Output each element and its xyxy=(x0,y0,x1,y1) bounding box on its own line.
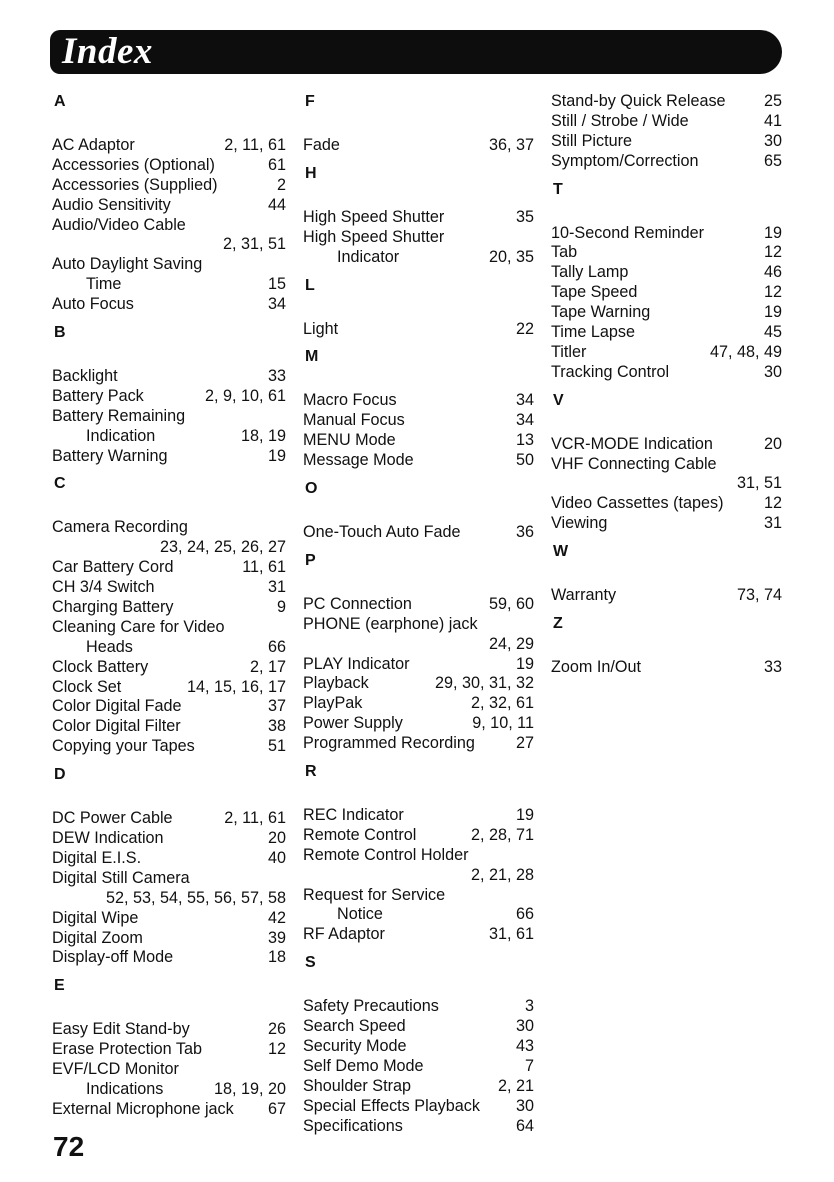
entry-pages: 42 xyxy=(267,908,286,927)
index-entry xyxy=(303,248,534,268)
index-entry xyxy=(303,451,534,471)
entry-pages: 44 xyxy=(267,195,286,214)
section-letter: Z xyxy=(553,615,563,633)
entry-pages: 25 xyxy=(763,92,782,110)
entry-pages: 19 xyxy=(515,806,534,825)
entry-pages: 34 xyxy=(515,411,534,430)
index-entry xyxy=(551,132,782,152)
entry-term: Battery Warning xyxy=(52,446,168,465)
index-entry xyxy=(52,638,286,658)
entry-term: Warranty xyxy=(551,586,617,605)
entry-pages: 31, 61 xyxy=(488,925,534,944)
entry-pages: 15 xyxy=(267,275,286,294)
entry-pages: 12 xyxy=(763,243,782,262)
section-letter: R xyxy=(305,763,317,781)
entry-pages: 47, 48, 49 xyxy=(709,342,782,361)
entry-pages: 45 xyxy=(763,323,782,342)
entry-pages: 26 xyxy=(267,1020,286,1039)
entry-term: Tape Warning xyxy=(551,303,651,322)
entry-term: DEW Indication xyxy=(52,829,164,848)
entry-pages: 7 xyxy=(524,1056,534,1075)
index-section xyxy=(303,953,534,1136)
entry-pages: 66 xyxy=(267,637,286,656)
index-entry xyxy=(303,905,534,925)
entry-pages: 18, 19 xyxy=(240,426,286,445)
section-letter: C xyxy=(54,475,66,493)
entry-pages: 2, 21, 28 xyxy=(470,865,534,884)
section-letter: V xyxy=(553,391,564,409)
index-entry xyxy=(303,826,534,846)
index-entry xyxy=(303,1057,534,1077)
index-entry xyxy=(303,391,534,411)
entry-term: VHF Connecting Cable xyxy=(551,454,717,473)
section-letter: D xyxy=(54,766,66,784)
entry-term: RF Adaptor xyxy=(303,925,385,944)
entry-pages: 59, 60 xyxy=(488,594,534,613)
index-entry xyxy=(52,538,286,558)
index-entry xyxy=(52,196,286,216)
entry-term: Viewing xyxy=(551,514,608,533)
entry-pages: 33 xyxy=(763,658,782,677)
index-entry xyxy=(303,523,534,543)
section-letter: M xyxy=(305,348,319,366)
entry-pages: 35 xyxy=(515,207,534,226)
index-entry xyxy=(303,136,534,156)
index-entry xyxy=(52,678,286,698)
entry-term: Backlight xyxy=(52,367,118,386)
entry-pages: 9, 10, 11 xyxy=(472,714,534,733)
index-entry xyxy=(52,869,286,889)
index-entry xyxy=(52,1060,286,1080)
index-entry xyxy=(52,1020,286,1040)
entry-pages: 36 xyxy=(515,523,534,542)
index-entry xyxy=(551,363,782,383)
index-entry xyxy=(303,208,534,228)
section-letter: O xyxy=(305,480,318,498)
index-section xyxy=(303,551,534,754)
entry-pages: 13 xyxy=(515,431,534,450)
entry-pages: 30 xyxy=(515,1017,534,1036)
index-entry xyxy=(303,1017,534,1037)
entry-term: Display-off Mode xyxy=(52,948,174,967)
index-entry xyxy=(52,578,286,598)
entry-pages: 2, 9, 10, 61 xyxy=(204,386,286,405)
index-entry xyxy=(52,697,286,717)
entry-pages: 11, 61 xyxy=(242,558,286,577)
index-section xyxy=(303,762,534,945)
entry-term: Erase Protection Tab xyxy=(52,1040,202,1059)
entry-term: Color Digital Filter xyxy=(52,717,181,736)
index-entry xyxy=(52,598,286,618)
entry-pages: 30 xyxy=(763,362,782,381)
entry-term: MENU Mode xyxy=(303,431,396,450)
index-entry xyxy=(52,717,286,737)
index-entry xyxy=(551,435,782,455)
index-entry xyxy=(551,658,782,678)
index-entry xyxy=(551,494,782,514)
entry-term: Security Mode xyxy=(303,1037,407,1056)
entry-pages: 66 xyxy=(515,905,534,924)
entry-term: Battery Remaining xyxy=(52,406,186,425)
index-entry xyxy=(303,886,534,906)
index-entry xyxy=(303,228,534,248)
index-entry xyxy=(303,846,534,866)
index-entry xyxy=(551,303,782,323)
index-entry xyxy=(52,447,286,467)
entry-term: Clock Set xyxy=(52,677,122,696)
entry-term: Light xyxy=(303,319,339,338)
index-entry xyxy=(52,427,286,447)
index-entry xyxy=(52,216,286,236)
entry-term: Zoom In/Out xyxy=(551,658,641,677)
section-letter: L xyxy=(305,276,315,294)
index-entry xyxy=(303,1077,534,1097)
entry-term: Accessories (Supplied) xyxy=(52,175,218,194)
page-number: 72 xyxy=(53,1131,85,1162)
entry-term: Heads xyxy=(86,637,133,656)
entry-term: Notice xyxy=(337,905,383,924)
entry-pages: 34 xyxy=(267,295,286,314)
entry-pages: 31 xyxy=(763,514,782,533)
index-entry xyxy=(303,925,534,945)
entry-pages: 34 xyxy=(515,391,534,410)
entry-term: Playback xyxy=(303,674,369,693)
entry-term: Digital E.I.S. xyxy=(52,848,142,867)
index-entry xyxy=(303,1117,534,1137)
entry-term: Special Effects Playback xyxy=(303,1096,480,1115)
index-entry xyxy=(303,320,534,340)
entry-pages: 2, 11, 61 xyxy=(224,136,286,154)
index-entry xyxy=(52,558,286,578)
entry-pages: 41 xyxy=(763,111,782,130)
index-entry xyxy=(303,655,534,675)
entry-term: Stand-by Quick Release xyxy=(551,92,726,110)
entry-pages: 30 xyxy=(515,1096,534,1115)
entry-term: Titler xyxy=(551,342,587,361)
entry-pages: 61 xyxy=(267,155,286,174)
entry-term: Shoulder Strap xyxy=(303,1076,411,1095)
index-section xyxy=(303,276,534,340)
entry-term: Color Digital Fade xyxy=(52,697,182,716)
entry-pages: 9 xyxy=(276,598,286,617)
entry-term: EVF/LCD Monitor xyxy=(52,1060,179,1079)
entry-pages: 33 xyxy=(267,367,286,386)
entry-term: Digital Wipe xyxy=(52,908,139,927)
entry-term: External Microphone jack xyxy=(52,1099,234,1118)
entry-term: Indication xyxy=(86,426,156,445)
entry-term: Time xyxy=(86,275,122,294)
index-column-2 xyxy=(303,92,534,1145)
index-entry xyxy=(303,714,534,734)
entry-term: Programmed Recording xyxy=(303,734,475,753)
section-letter: E xyxy=(54,977,65,995)
index-entry xyxy=(303,806,534,826)
index-entry xyxy=(551,152,782,172)
entry-pages: 2, 32, 61 xyxy=(470,694,534,713)
index-column-1 xyxy=(52,92,286,1128)
entry-term: Copying your Tapes xyxy=(52,737,195,756)
index-entry xyxy=(303,866,534,886)
index-entry xyxy=(52,518,286,538)
section-letter: A xyxy=(54,93,66,110)
entry-term: 10-Second Reminder xyxy=(551,223,704,242)
entry-pages: 19 xyxy=(267,446,286,465)
entry-pages: 18 xyxy=(267,948,286,967)
entry-term: Power Supply xyxy=(303,714,403,733)
index-section xyxy=(303,164,534,268)
index-entry xyxy=(303,411,534,431)
index-entry xyxy=(52,136,286,156)
entry-pages: 30 xyxy=(763,131,782,150)
index-section xyxy=(52,323,286,466)
entry-pages: 19 xyxy=(763,303,782,322)
section-letter: S xyxy=(305,954,316,972)
index-entry xyxy=(52,929,286,949)
section-letter: T xyxy=(553,180,563,198)
index-column-3 xyxy=(551,92,782,686)
index-entry xyxy=(52,829,286,849)
entry-pages: 31 xyxy=(267,578,286,597)
index-entry xyxy=(52,156,286,176)
entry-pages: 31, 51 xyxy=(736,474,782,493)
entry-pages: 12 xyxy=(763,494,782,513)
entry-pages: 51 xyxy=(267,737,286,756)
section-letter: F xyxy=(305,93,315,110)
entry-term: Camera Recording xyxy=(52,518,188,537)
entry-term: High Speed Shutter xyxy=(303,227,445,246)
index-entry xyxy=(52,658,286,678)
index-entry xyxy=(52,295,286,315)
entry-pages: 12 xyxy=(267,1040,286,1059)
entry-term: Time Lapse xyxy=(551,323,635,342)
entry-pages: 20, 35 xyxy=(488,247,534,266)
entry-term: Fade xyxy=(303,136,340,154)
entry-pages: 46 xyxy=(763,263,782,282)
entry-pages: 36, 37 xyxy=(488,136,534,154)
entry-pages: 2, 31, 51 xyxy=(222,235,286,254)
index-header-banner xyxy=(50,30,782,74)
entry-pages: 24, 29 xyxy=(488,634,534,653)
index-entry xyxy=(52,618,286,638)
entry-term: PC Connection xyxy=(303,594,412,613)
entry-term: REC Indicator xyxy=(303,806,404,825)
entry-term: Charging Battery xyxy=(52,598,174,617)
index-entry xyxy=(303,595,534,615)
entry-pages: 2, 17 xyxy=(249,657,286,676)
entry-pages: 64 xyxy=(515,1116,534,1135)
index-entry xyxy=(551,514,782,534)
entry-pages: 73, 74 xyxy=(736,586,782,605)
index-section xyxy=(551,92,782,172)
entry-term: Clock Battery xyxy=(52,657,149,676)
index-entry xyxy=(52,849,286,869)
index-entry xyxy=(52,737,286,757)
entry-term: Request for Service xyxy=(303,885,446,904)
index-entry xyxy=(303,734,534,754)
entry-term: DC Power Cable xyxy=(52,809,173,828)
entry-pages: 3 xyxy=(524,997,534,1016)
index-entry xyxy=(303,615,534,635)
index-section xyxy=(551,614,782,678)
index-entry xyxy=(551,112,782,132)
entry-term: High Speed Shutter xyxy=(303,207,445,226)
entry-term: Manual Focus xyxy=(303,411,405,430)
entry-term: Message Mode xyxy=(303,451,414,470)
entry-term: Audio/Video Cable xyxy=(52,215,186,234)
entry-term: Still / Strobe / Wide xyxy=(551,111,689,130)
index-entry xyxy=(551,92,782,112)
entry-pages: 43 xyxy=(515,1037,534,1056)
entry-pages: 65 xyxy=(763,151,782,170)
entry-pages: 20 xyxy=(267,829,286,848)
entry-pages: 19 xyxy=(515,654,534,673)
index-entry xyxy=(52,948,286,968)
page-title: Index xyxy=(62,31,153,72)
index-entry xyxy=(52,1100,286,1120)
index-entry xyxy=(551,455,782,475)
entry-term: Auto Focus xyxy=(52,295,134,314)
section-letter: P xyxy=(305,551,316,569)
entry-pages: 40 xyxy=(267,848,286,867)
entry-term: Digital Zoom xyxy=(52,928,143,947)
index-section xyxy=(303,92,534,156)
index-entry xyxy=(52,387,286,407)
entry-term: Cleaning Care for Video xyxy=(52,617,225,636)
index-entry xyxy=(551,474,782,494)
entry-term: Accessories (Optional) xyxy=(52,155,215,174)
index-section xyxy=(551,542,782,606)
entry-pages: 39 xyxy=(267,928,286,947)
index-section xyxy=(52,474,286,757)
index-entry xyxy=(303,674,534,694)
index-entry xyxy=(52,909,286,929)
entry-term: Self Demo Mode xyxy=(303,1056,424,1075)
entry-term: Remote Control Holder xyxy=(303,845,469,864)
entry-term: Battery Pack xyxy=(52,386,144,405)
index-entry xyxy=(52,1040,286,1060)
index-section xyxy=(303,479,534,543)
index-entry xyxy=(52,176,286,196)
entry-pages: 19 xyxy=(763,223,782,242)
index-entry xyxy=(303,1097,534,1117)
entry-pages: 14, 15, 16, 17 xyxy=(186,677,286,696)
index-entry xyxy=(303,635,534,655)
index-entry xyxy=(551,343,782,363)
entry-term: Indications xyxy=(86,1079,164,1098)
entry-term: Tape Speed xyxy=(551,283,638,302)
index-entry xyxy=(52,1080,286,1100)
section-letter: W xyxy=(553,543,569,561)
index-entry xyxy=(303,997,534,1017)
index-entry xyxy=(52,275,286,295)
index-section xyxy=(551,180,782,383)
entry-term: One-Touch Auto Fade xyxy=(303,523,461,542)
index-entry xyxy=(52,809,286,829)
index-entry xyxy=(52,235,286,255)
entry-pages: 2, 21 xyxy=(497,1076,534,1095)
entry-term: Remote Control xyxy=(303,825,417,844)
entry-term: Symptom/Correction xyxy=(551,151,699,170)
index-entry xyxy=(551,323,782,343)
entry-pages: 20 xyxy=(763,434,782,453)
index-entry xyxy=(551,586,782,606)
index-entry xyxy=(551,263,782,283)
index-section xyxy=(52,92,286,315)
entry-term: Specifications xyxy=(303,1116,403,1135)
section-letter: H xyxy=(305,164,317,182)
index-entry xyxy=(551,283,782,303)
entry-term: Easy Edit Stand-by xyxy=(52,1020,190,1039)
index-section xyxy=(52,765,286,968)
index-section xyxy=(303,347,534,471)
entry-pages: 37 xyxy=(267,697,286,716)
index-entry xyxy=(303,1037,534,1057)
entry-term: Safety Precautions xyxy=(303,997,439,1016)
entry-term: PLAY Indicator xyxy=(303,654,410,673)
entry-pages: 50 xyxy=(515,451,534,470)
entry-term: AC Adaptor xyxy=(52,136,135,154)
entry-term: CH 3/4 Switch xyxy=(52,578,155,597)
entry-term: Tab xyxy=(551,243,578,262)
entry-term: PlayPak xyxy=(303,694,363,713)
entry-pages: 38 xyxy=(267,717,286,736)
entry-term: Audio Sensitivity xyxy=(52,195,171,214)
entry-pages: 2 xyxy=(276,175,286,194)
index-section xyxy=(52,976,286,1119)
index-entry xyxy=(52,889,286,909)
entry-pages: 29, 30, 31, 32 xyxy=(434,674,534,693)
entry-term: Search Speed xyxy=(303,1017,406,1036)
entry-term: Indicator xyxy=(337,247,400,266)
entry-term: Digital Still Camera xyxy=(52,868,190,887)
entry-term: Video Cassettes (tapes) xyxy=(551,494,724,513)
entry-term: Auto Daylight Saving xyxy=(52,255,203,274)
entry-pages: 2, 28, 71 xyxy=(470,825,534,844)
index-entry xyxy=(303,694,534,714)
entry-term: VCR-MODE Indication xyxy=(551,434,713,453)
entry-pages: 52, 53, 54, 55, 56, 57, 58 xyxy=(105,888,286,907)
entry-term: PHONE (earphone) jack xyxy=(303,614,478,633)
index-entry xyxy=(52,407,286,427)
index-entry xyxy=(52,255,286,275)
section-letter: B xyxy=(54,324,66,342)
entry-pages: 67 xyxy=(267,1099,286,1118)
entry-term: Car Battery Cord xyxy=(52,558,174,577)
index-entry xyxy=(551,243,782,263)
index-entry xyxy=(52,367,286,387)
entry-term: Macro Focus xyxy=(303,391,397,410)
entry-pages: 23, 24, 25, 26, 27 xyxy=(159,538,286,557)
index-entry xyxy=(303,431,534,451)
entry-pages: 12 xyxy=(763,283,782,302)
entry-term: Tracking Control xyxy=(551,362,670,381)
entry-pages: 27 xyxy=(515,734,534,753)
entry-term: Tally Lamp xyxy=(551,263,629,282)
entry-pages: 22 xyxy=(515,319,534,338)
index-section xyxy=(551,391,782,534)
entry-pages: 2, 11, 61 xyxy=(224,809,286,828)
index-entry xyxy=(551,224,782,244)
entry-term: Still Picture xyxy=(551,131,632,150)
entry-pages: 18, 19, 20 xyxy=(213,1079,286,1098)
